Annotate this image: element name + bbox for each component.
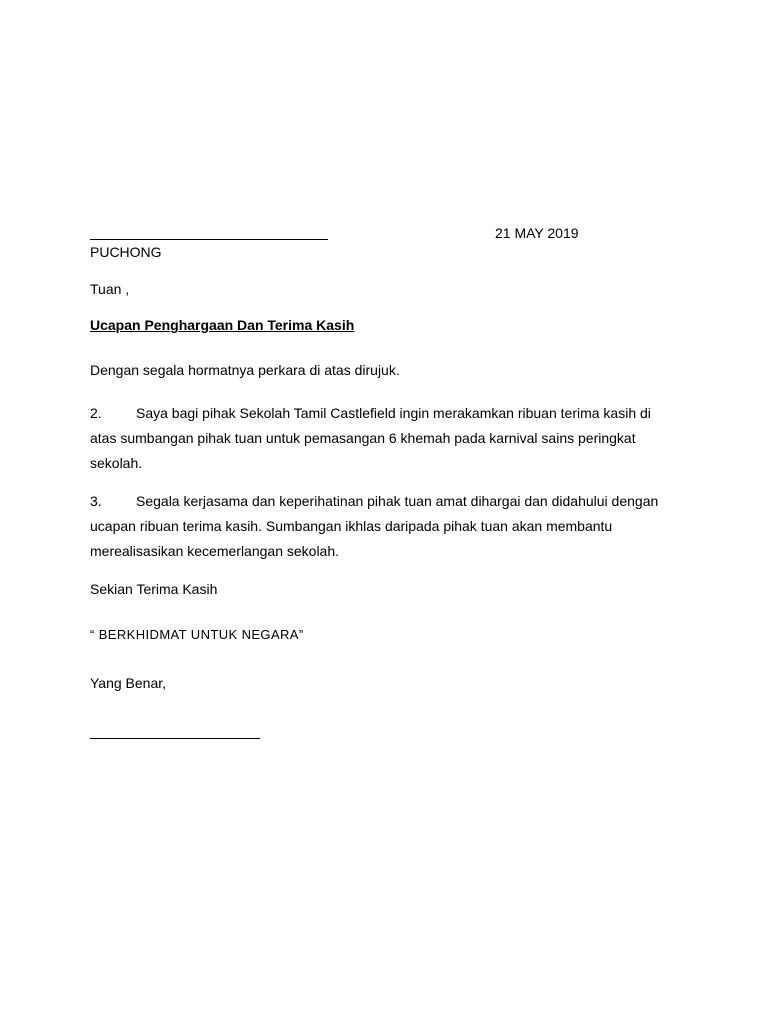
paragraph-number: 3. bbox=[90, 493, 102, 509]
salutation: Tuan , bbox=[90, 281, 130, 297]
closing-line: Sekian Terima Kasih bbox=[90, 581, 218, 597]
letter-date: 21 MAY 2019 bbox=[495, 225, 579, 241]
letter-subject: Ucapan Penghargaan Dan Terima Kasih bbox=[90, 317, 355, 333]
paragraph-text: Saya bagi pihak Sekolah Tamil Castlefield ingin merakamkan ribuan terima kasih di atas sumbangan pihak tuan untuk pemasangan 6 khemah pada karnival sains peringkat sekolah. bbox=[90, 405, 651, 471]
paragraph-text: Segala kerjasama dan keperihatinan pihak tuan amat dihargai dan didahului dengan ucapan ribuan terima kasih. Sumbangan ikhlas daripada pihak tuan akan membantu merealisasikan kecemerlangan sekolah. bbox=[90, 493, 659, 559]
paragraph-2 bbox=[90, 401, 670, 476]
recipient-name-blank-line bbox=[90, 239, 328, 240]
paragraph-3 bbox=[90, 489, 670, 564]
motto: “ BERKHIDMAT UNTUK NEGARA” bbox=[90, 627, 304, 642]
recipient-city: PUCHONG bbox=[90, 244, 162, 260]
paragraph-number: 2. bbox=[90, 405, 102, 421]
intro-sentence: Dengan segala hormatnya perkara di atas dirujuk. bbox=[90, 362, 400, 378]
signature-blank-line bbox=[90, 738, 260, 739]
sign-off: Yang Benar, bbox=[90, 675, 167, 691]
